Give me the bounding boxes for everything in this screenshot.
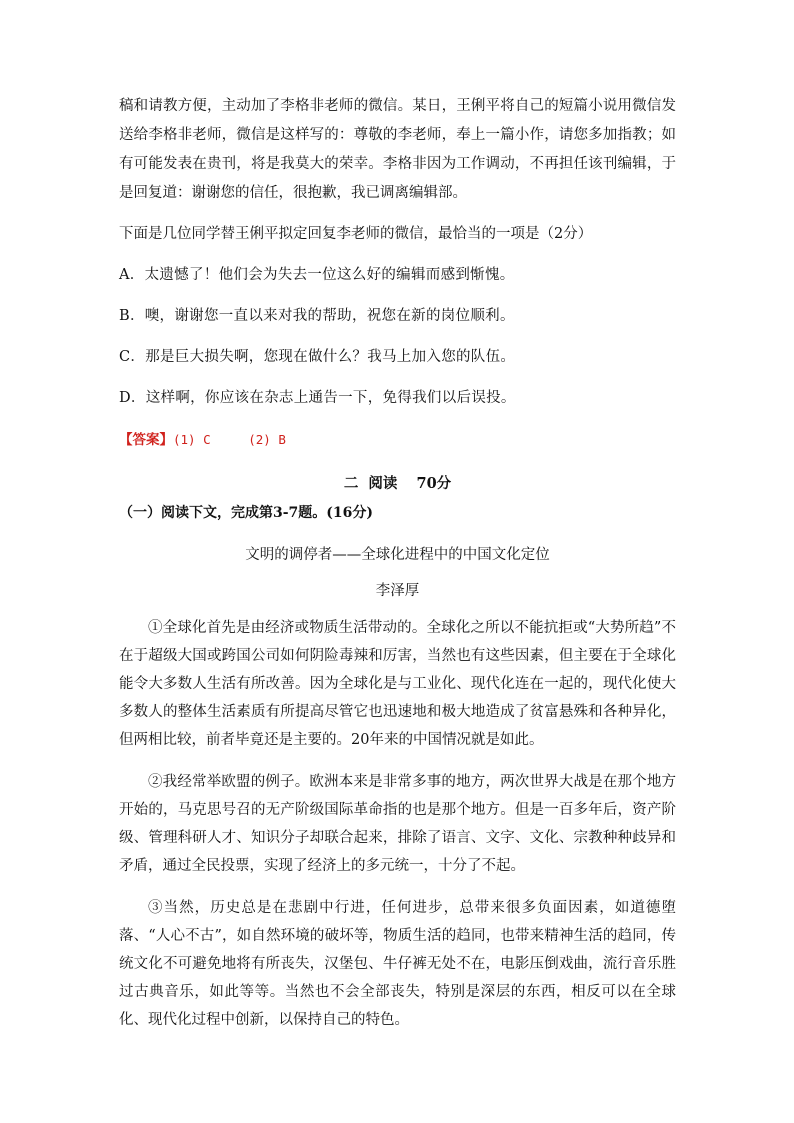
- article-paragraph-2: ②我经常举欧盟的例子。欧洲本来是非常多事的地方，两次世界大战是在那个地方开始的，马克思号召的无产阶级国际革命指的也是那个地方。但是一百多年后，资产阶级、管理科研人才、知识分子却联合起来，排除了语言、文字、文化、宗教种种歧异和矛盾，通过全民投票，实现了经济上的多元统一，十分了不起。: [119, 774, 676, 874]
- option-c: C．那是巨大损失啊，您现在做什么？我马上加入您的队伍。: [119, 349, 516, 365]
- sub-heading: （一）阅读下文，完成第3-7题。(16分): [119, 505, 374, 521]
- option-a: A．太遗憾了！他们会为失去一位这么好的编辑而感到惭愧。: [119, 267, 515, 283]
- question-prompt: 下面是几位同学替王俐平拟定回复李老师的微信，最恰当的一项是（2分）: [119, 226, 593, 242]
- question-paragraph: 稿和请教方便，主动加了李格非老师的微信。某日，王俐平将自己的短篇小说用微信发送给李格非老师，微信是这样写的：尊敬的李老师，奉上一篇小作，请您多加指教；如有可能发表在贵刊，将是我莫大的荣幸。李格非因为工作调动，不再担任该刊编辑，于是回复道：谢谢您的信任，很抱歉，我已调离编辑部。: [119, 98, 676, 201]
- option-d: D．这样啊，你应该在杂志上通告一下，免得我们以后误投。: [119, 390, 516, 406]
- document-page: [119, 92, 676, 1034]
- option-b: B．噢，谢谢您一直以来对我的帮助，祝您在新的岗位顺利。: [119, 308, 515, 324]
- section-score: 70分: [416, 475, 452, 492]
- answer-text: (1) C (2) B: [173, 432, 286, 447]
- article-paragraph-1: ①全球化首先是由经济或物质生活带动的。全球化之所以不能抗拒或“大势所趋”不在于超级大国或跨国公司如何阴险毒辣和厉害，当然也有这些因素，但主要在于全球化能令大多数人生活有所改善。因为全球化是与工业化、现代化连在一起的，现代化使大多数人的整体生活素质有所提高尽管它也迅速地和极大地造成了贫富悬殊和各种异化，但两相比较，前者毕竟还是主要的。20年来的中国情况就是如此。: [119, 620, 676, 748]
- answer-tag: 【答案】: [119, 432, 173, 448]
- answer-line: [119, 425, 676, 455]
- article-author: 李泽厚: [375, 583, 420, 599]
- article-paragraph-3: ③当然，历史总是在悲剧中行进，任何进步，总带来很多负面因素，如道德堕落、“人心不古”，如自然环境的破坏等，物质生活的趋同，也带来精神生活的趋同，传统文化不可避免地将有所丧失，汉堡包、牛仔裤无处不在，电影压倒戏曲，流行音乐胜过古典音乐，如此等等。当然也不会全部丧失，特别是深层的东西，相反可以在全球化、现代化过程中创新，以保持自己的特色。: [119, 900, 676, 1028]
- section-title: 二 阅读: [343, 475, 398, 492]
- article-title: 文明的调停者——全球化进程中的中国文化定位: [245, 547, 550, 563]
- section-heading: [119, 469, 676, 498]
